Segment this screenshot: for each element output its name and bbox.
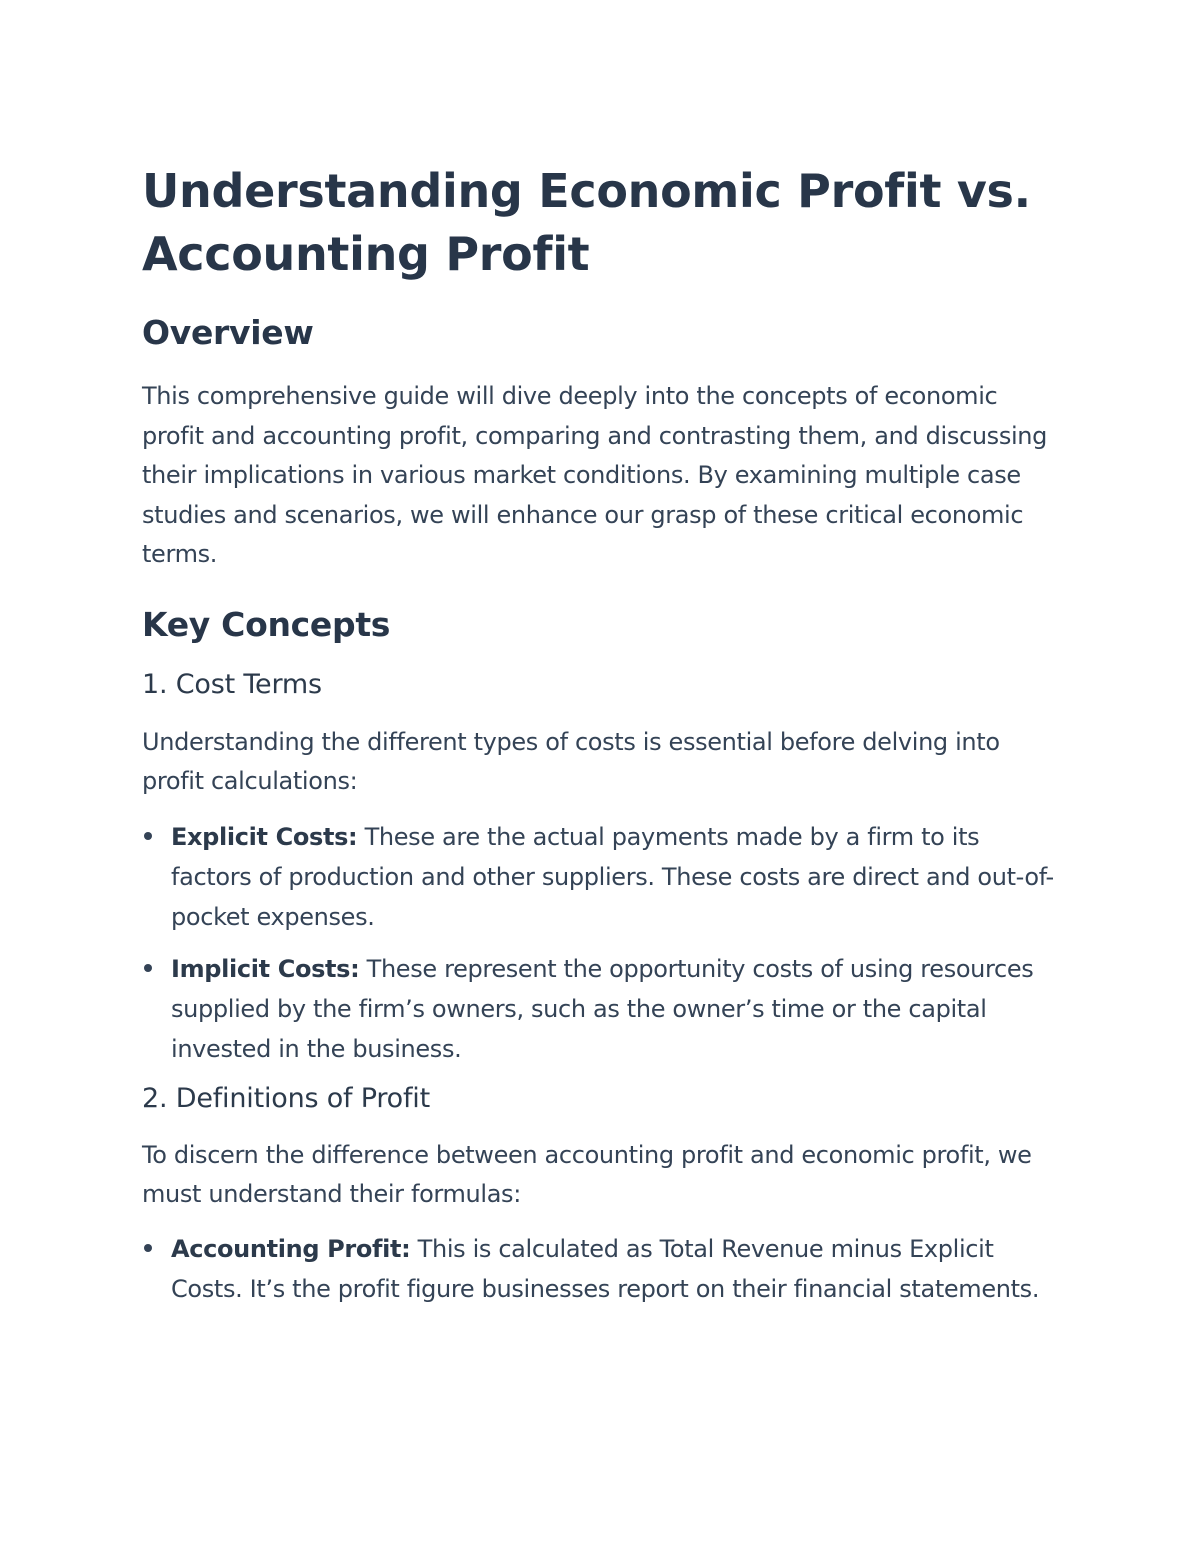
overview-heading: Overview [142,313,314,352]
list-item-term: Explicit Costs: [171,822,358,851]
list-item-text: These are the actual payments made by a firm to its factors of production and other suppliers. These costs are direct and out-of-pocket expenses. [171,822,1054,931]
list-item [142,817,1062,937]
document-title: Understanding Economic Profit vs. Accounting Profit [142,164,1031,281]
profit-definitions-list [142,1229,1062,1309]
list-item [142,949,1062,1069]
profit-definitions-heading: 2. Definitions of Profit [142,1082,430,1114]
list-item-text: This is calculated as Total Revenue minus Explicit Costs. It’s the profit figure businesses report on their financial statements. [171,1234,1040,1303]
overview-paragraph: This comprehensive guide will dive deeply into the concepts of economic profit and accounting profit, comparing and contrasting them, and discussing their implications in various market conditions. By examining multiple case studies and scenarios, we will enhance our grasp of these critical economic terms. [142,382,1048,568]
profit-definitions-intro: To discern the difference between accounting profit and economic profit, we must understand their formulas: [142,1140,1032,1208]
key-concepts-heading: Key Concepts [142,604,391,644]
list-item-text: These represent the opportunity costs of using resources supplied by the firm’s owners, such as the owner’s time or the capital invested in the business. [171,954,1034,1063]
list-item-term: Accounting Profit: [171,1234,411,1263]
document-page [142,160,1062,1309]
bullet-icon [144,1244,152,1252]
cost-terms-list [142,817,1062,1069]
bullet-icon [144,964,152,972]
cost-terms-intro: Understanding the different types of costs is essential before delving into profit calculations: [142,727,1000,795]
list-item [142,1229,1062,1309]
list-item-term: Implicit Costs: [171,954,360,983]
bullet-icon [144,832,152,840]
cost-terms-heading: 1. Cost Terms [142,668,322,700]
